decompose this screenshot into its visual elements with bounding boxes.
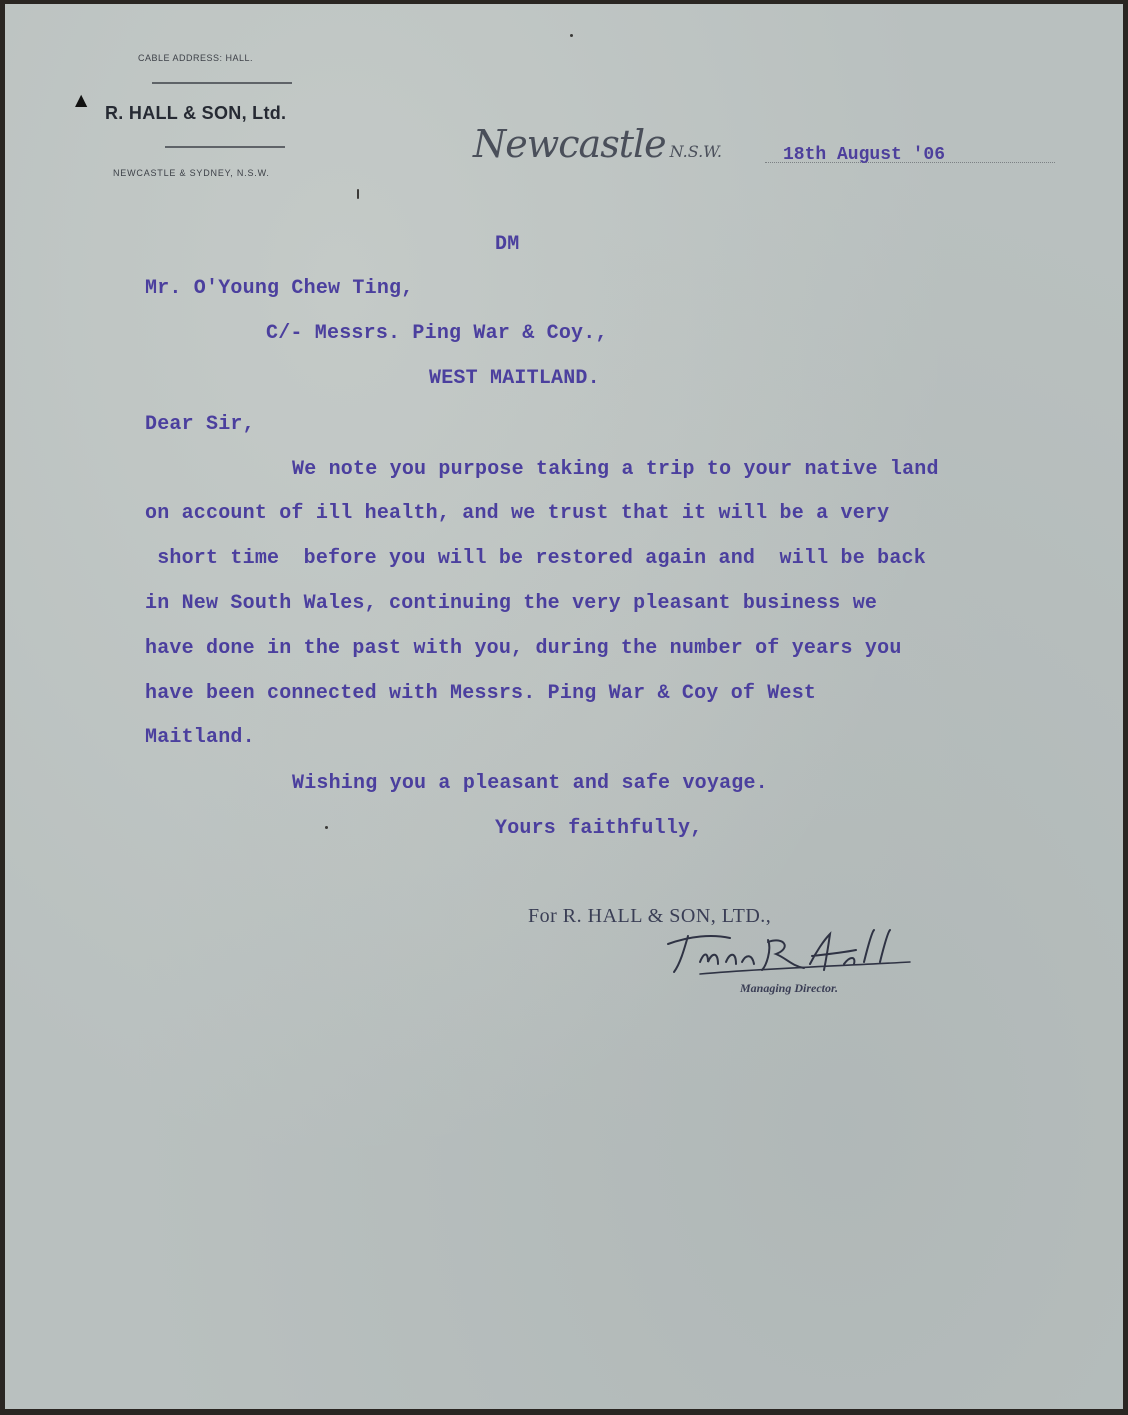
letter-date: 18th August '06 — [783, 145, 946, 165]
body-line: have done in the past with you, during the number of years you — [145, 637, 902, 660]
closing-wish: Wishing you a pleasant and safe voyage. — [292, 772, 768, 795]
letterhead-rule-bottom — [165, 146, 285, 148]
body-line: We note you purpose taking a trip to your native land — [292, 458, 939, 481]
dateline-place — [473, 122, 722, 166]
body-line: Maitland. — [145, 726, 255, 749]
company-name: R. HALL & SON, Ltd. — [105, 103, 287, 123]
paper-speck — [570, 34, 573, 37]
place-state: N.S.W. — [669, 142, 722, 161]
recipient-care-of: C/- Messrs. Ping War & Coy., — [266, 322, 608, 345]
letterhead-rule-top — [152, 82, 292, 84]
cable-address: CABLE ADDRESS: HALL. — [138, 53, 254, 63]
recipient-name: Mr. O'Young Chew Ting, — [145, 277, 414, 300]
body-line: in New South Wales, continuing the very pleasant business we — [145, 592, 878, 615]
signature-title: Managing Director. — [740, 981, 839, 995]
body-line: short time before you will be restored again and will be back — [145, 547, 926, 570]
reference-initials: DM — [495, 233, 520, 256]
body-line: have been connected with Messrs. Ping War & Coy of West — [145, 682, 817, 705]
recipient-town: WEST MAITLAND. — [429, 367, 600, 390]
closing: Yours faithfully, — [495, 817, 703, 840]
salutation: Dear Sir, — [145, 413, 255, 436]
place-name: Newcastle — [473, 122, 666, 166]
letter-page — [5, 4, 1123, 1409]
paper-speck — [357, 189, 359, 199]
company-locations: NEWCASTLE & SYDNEY, N.S.W. — [113, 168, 270, 178]
body-line: on account of ill health, and we trust that it will be a very — [145, 502, 890, 525]
paper-speck — [325, 826, 328, 829]
signature-company: For R. HALL & SON, LTD., — [528, 905, 772, 927]
handwritten-signature — [660, 922, 920, 986]
pin-mark-icon: ▲ — [75, 90, 88, 109]
